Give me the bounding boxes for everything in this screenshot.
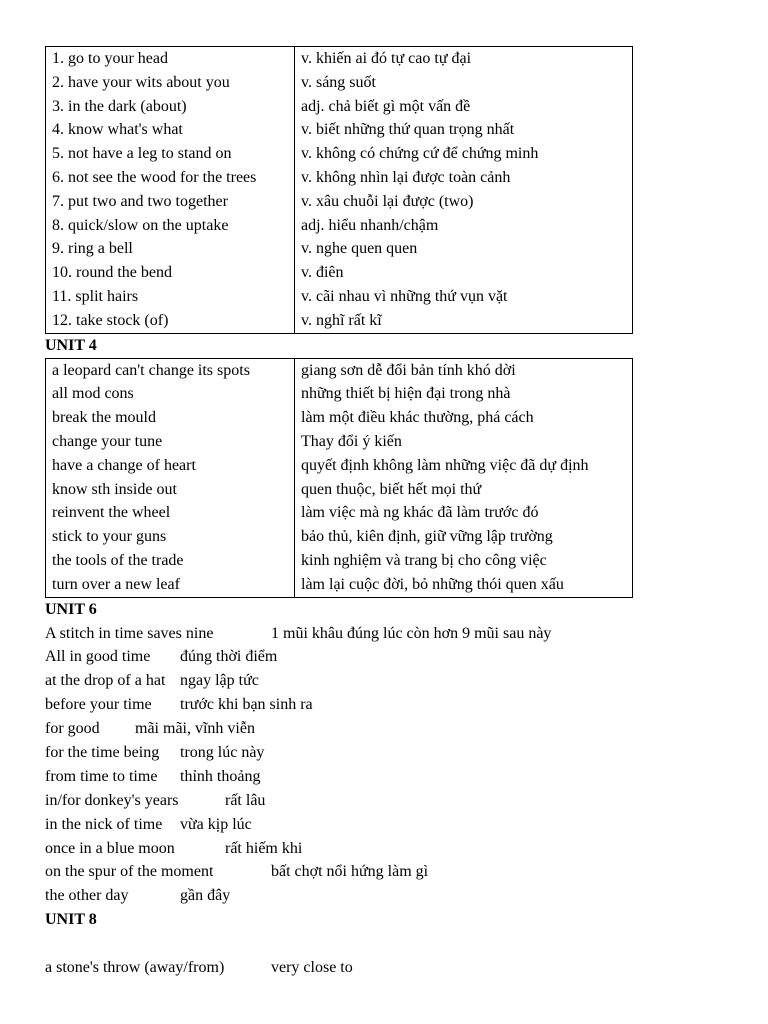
list-item — [45, 884, 745, 908]
idiom-term: before your time — [45, 696, 152, 714]
table-row — [46, 214, 633, 238]
table-row — [46, 47, 633, 71]
idiom-definition: làm lại cuộc đời, bỏ những thói quen xấu — [301, 575, 564, 593]
idiom-definition: vừa kịp lúc — [180, 815, 252, 833]
idiom-definition: v. nghĩ rất kĩ — [301, 311, 382, 329]
idiom-definition: kinh nghiệm và trang bị cho công việc — [301, 551, 547, 569]
unit-8-heading: UNIT 8 — [45, 911, 97, 929]
table-row — [46, 406, 633, 430]
idiom-term: in the nick of time — [45, 815, 163, 833]
idiom-definition: làm việc mà ng khác đã làm trước đó — [301, 504, 539, 522]
table-row — [46, 142, 633, 166]
table-row — [46, 118, 633, 142]
idiom-term: 6. not see the wood for the trees — [46, 166, 295, 190]
idiom-definition: những thiết bị hiện đại trong nhà — [301, 385, 511, 403]
list-item — [45, 741, 745, 765]
idiom-term: once in a blue moon — [45, 839, 175, 857]
document-page — [45, 46, 745, 980]
table-row — [46, 309, 633, 333]
idiom-term: 9. ring a bell — [46, 237, 295, 261]
idiom-definition: adj. hiểu nhanh/chậm — [301, 216, 439, 234]
table-row — [46, 95, 633, 119]
idiom-definition: bảo thủ, kiên định, giữ vững lập trường — [301, 528, 553, 546]
table-row — [46, 525, 633, 549]
table-row — [46, 501, 633, 525]
idiom-term: 4. know what's what — [46, 118, 295, 142]
idiom-term: 7. put two and two together — [46, 190, 295, 214]
list-item — [45, 645, 745, 669]
table-row — [46, 71, 633, 95]
list-item — [45, 669, 745, 693]
idiom-definition: v. không có chứng cứ để chứng minh — [301, 145, 539, 163]
idiom-definition: very close to — [271, 959, 353, 977]
idiom-definition: làm một điều khác thường, phá cách — [301, 409, 534, 427]
idiom-definition: 1 mũi khâu đúng lúc còn hơn 9 mũi sau này — [271, 624, 552, 642]
list-item — [45, 717, 745, 741]
idiom-term: change your tune — [46, 430, 295, 454]
idiom-definition: trong lúc này — [180, 743, 265, 761]
idiom-definition: rất lâu — [225, 791, 266, 809]
idiom-definition: v. khiến ai đó tự cao tự đại — [301, 50, 472, 67]
idiom-term: All in good time — [45, 648, 151, 666]
idiom-term: a stone's throw (away/from) — [45, 959, 225, 977]
list-item — [45, 813, 745, 837]
table-row — [46, 285, 633, 309]
blank-line — [45, 932, 745, 956]
idiom-term: the tools of the trade — [46, 549, 295, 573]
idiom-definition: quen thuộc, biết hết mọi thứ — [301, 480, 482, 498]
idiom-term: stick to your guns — [46, 525, 295, 549]
list-item — [45, 860, 745, 884]
unit-8-list — [45, 956, 745, 980]
idiom-definition: mãi mãi, vĩnh viễn — [135, 720, 255, 738]
table-row — [46, 430, 633, 454]
list-item — [45, 789, 745, 813]
idiom-term: all mod cons — [46, 382, 295, 406]
idiom-definition: v. xâu chuỗi lại được (two) — [301, 192, 474, 210]
idiom-term: for good — [45, 720, 100, 738]
idiom-definition: v. biết những thứ quan trọng nhất — [301, 121, 515, 139]
table-row — [46, 573, 633, 597]
idiom-definition: adj. chả biết gì một vấn đề — [301, 97, 471, 115]
unit-6-heading: UNIT 6 — [45, 600, 97, 618]
idiom-term: for the time being — [45, 743, 160, 761]
idiom-term: on the spur of the moment — [45, 863, 214, 881]
table-row — [46, 478, 633, 502]
idiom-definition: v. nghe quen quen — [301, 240, 418, 258]
idiom-term: 12. take stock (of) — [46, 309, 295, 333]
idiom-term: break the mould — [46, 406, 295, 430]
unit-4-table-body — [46, 358, 633, 597]
idiom-definition: đúng thời điểm — [180, 648, 278, 666]
list-item — [45, 693, 745, 717]
idiom-definition: v. điên — [301, 264, 344, 282]
list-item — [45, 765, 745, 789]
table-row — [46, 261, 633, 285]
table-row — [46, 358, 633, 382]
idiom-term: 8. quick/slow on the uptake — [46, 214, 295, 238]
idiom-definition: bất chợt nổi hứng làm gì — [271, 863, 429, 881]
idiom-definition: v. cãi nhau vì những thứ vụn vặt — [301, 287, 508, 305]
idiom-term: 2. have your wits about you — [46, 71, 295, 95]
idiom-term: A stitch in time saves nine — [45, 624, 214, 642]
idiom-definition: v. không nhìn lại được toàn cảnh — [301, 168, 511, 186]
idiom-term: 3. in the dark (about) — [46, 95, 295, 119]
idiom-definition: ngay lập tức — [180, 672, 259, 690]
list-item — [45, 837, 745, 861]
idiom-term: 10. round the bend — [46, 261, 295, 285]
table-row — [46, 190, 633, 214]
list-item — [45, 622, 745, 646]
idiom-term: the other day — [45, 887, 129, 905]
idiom-term: a leopard can't change its spots — [46, 358, 295, 382]
unit-6-list — [45, 622, 745, 909]
idiom-definition: trước khi bạn sinh ra — [180, 696, 313, 714]
idiom-definition: thỉnh thoảng — [180, 767, 261, 785]
idiom-term: at the drop of a hat — [45, 672, 166, 690]
idiom-definition: v. sáng suốt — [301, 73, 376, 91]
idiom-term: know sth inside out — [46, 478, 295, 502]
idiom-term: have a change of heart — [46, 454, 295, 478]
table-row — [46, 166, 633, 190]
idiom-definition: giang sơn dễ đổi bản tính khó dời — [301, 361, 516, 379]
idiom-term: reinvent the wheel — [46, 501, 295, 525]
table-row — [46, 549, 633, 573]
idiom-definition: gần đây — [180, 887, 231, 905]
table-row — [46, 382, 633, 406]
idiom-table-1-body — [46, 47, 633, 334]
idiom-term: turn over a new leaf — [46, 573, 295, 597]
idiom-term: 5. not have a leg to stand on — [46, 142, 295, 166]
table-row — [46, 237, 633, 261]
unit-4-table — [45, 358, 633, 598]
idiom-definition: quyết định không làm những việc đã dự định — [301, 456, 589, 474]
idiom-term: 11. split hairs — [46, 285, 295, 309]
idiom-term: from time to time — [45, 767, 158, 785]
list-item — [45, 956, 745, 980]
idiom-definition: rất hiếm khi — [225, 839, 303, 857]
table-row — [46, 454, 633, 478]
idiom-definition: Thay đổi ý kiến — [301, 432, 402, 450]
unit-4-heading: UNIT 4 — [45, 336, 97, 354]
idiom-term: in/for donkey's years — [45, 791, 179, 809]
idiom-term: 1. go to your head — [46, 47, 295, 71]
idiom-table-1 — [45, 46, 633, 334]
